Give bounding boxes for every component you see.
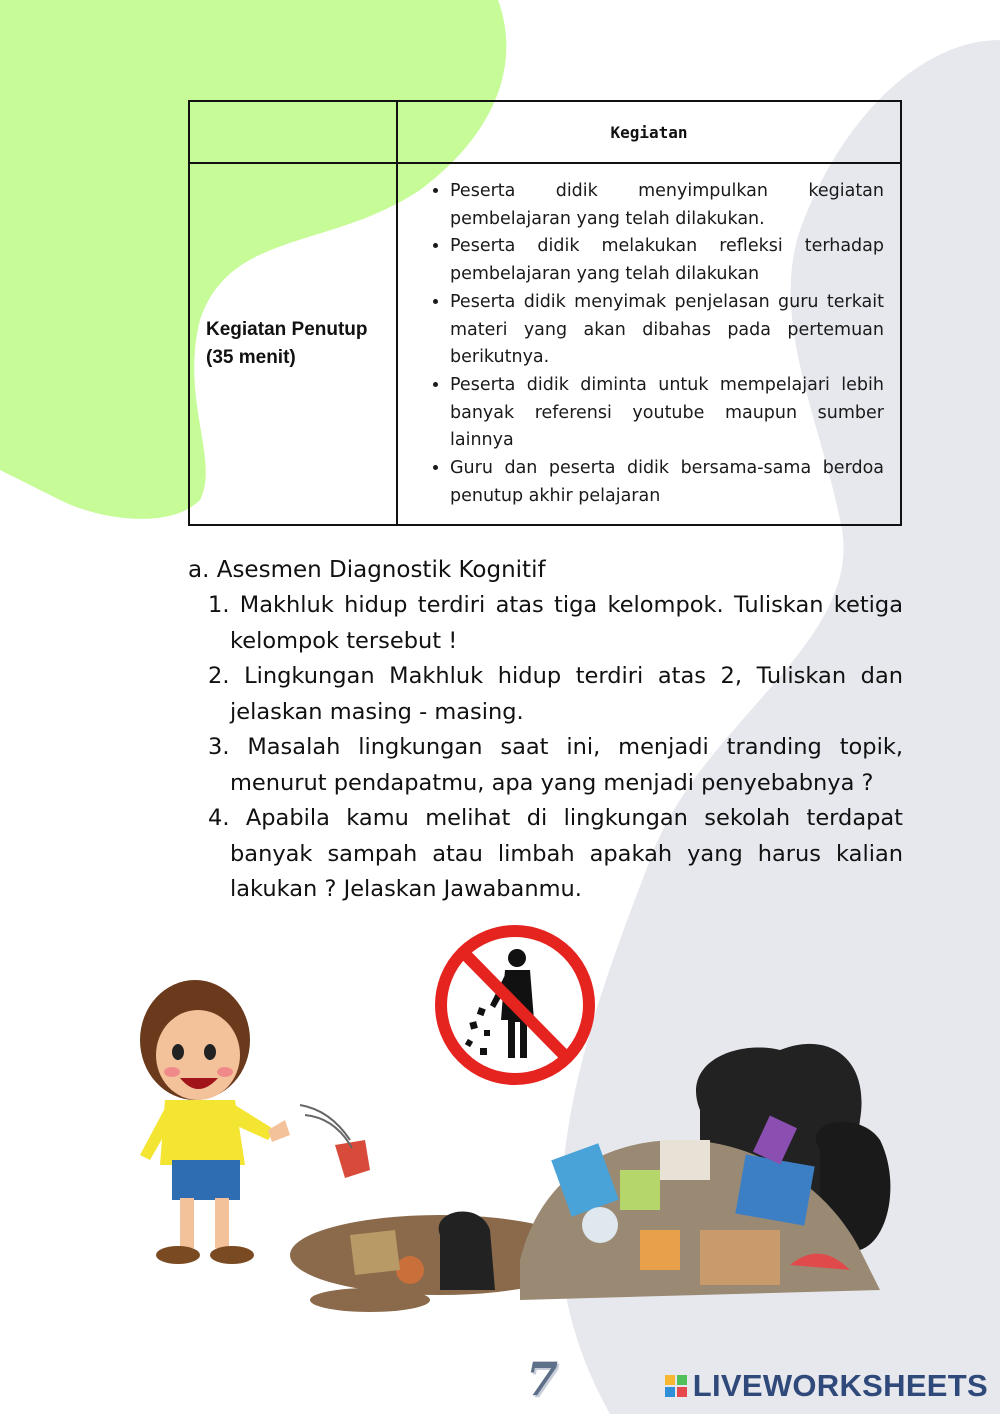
question-text: Masalah lingkungan saat ini, menjadi tranding topik, menurut pendapatmu, apa yang menjadi penyebabnya ? [230, 734, 903, 796]
no-littering-sign-icon [441, 931, 589, 1079]
littering-illustration [0, 920, 1000, 1340]
question-item [188, 588, 903, 659]
question-item [188, 730, 903, 801]
empty-header-cell [189, 101, 397, 163]
assessment-section [188, 552, 903, 908]
list-item: • Peserta didik diminta untuk mempelajari lebih banyak referensi youtube maupun sumber lainnya [450, 372, 884, 455]
question-list [188, 588, 903, 908]
activity-list-cell [397, 163, 901, 525]
logo-mark-icon [665, 1375, 687, 1397]
liveworksheets-logo [665, 1368, 988, 1404]
page-number: 7 [526, 1352, 559, 1406]
list-item: • Guru dan peserta didik bersama-sama berdoa penutup akhir pelajaran [450, 455, 884, 510]
question-text: Lingkungan Makhluk hidup terdiri atas 2, Tuliskan dan jelaskan masing - masing. [230, 663, 904, 725]
thrown-trash [335, 1140, 370, 1178]
question-text: Makhluk hidup terdiri atas tiga kelompok. Tuliskan ketiga kelompok tersebut ! [230, 592, 904, 654]
list-item: • Peserta didik menyimak penjelasan guru terkait materi yang akan dibahas pada pertemuan berikutnya. [450, 289, 884, 372]
activity-header: Kegiatan [397, 101, 901, 163]
activity-table [188, 100, 902, 526]
logo-text: LIVEWORKSHEETS [692, 1368, 988, 1403]
phase-label [189, 163, 397, 525]
phase-title: Kegiatan Penutup [206, 319, 368, 341]
phase-duration: (35 menit) [206, 347, 296, 369]
question-text: Apabila kamu melihat di lingkungan sekolah terdapat banyak sampah atau limbah apakah yang harus kalian lakukan ? Jelaskan Jawabanmu. [230, 805, 903, 902]
list-item: • Peserta didik melakukan refleksi terhadap pembelajaran yang telah dilakukan [450, 233, 884, 288]
assessment-heading: a. Asesmen Diagnostik Kognitif [188, 557, 546, 583]
table-header-row [189, 101, 901, 163]
question-number: 1. [208, 592, 230, 618]
activity-list [410, 178, 884, 510]
question-item [188, 659, 903, 730]
boy-character [140, 980, 290, 1264]
table-row [189, 163, 901, 525]
question-number: 2. [208, 663, 230, 689]
question-item [188, 801, 903, 908]
question-number: 4. [208, 805, 230, 831]
question-number: 3. [208, 734, 230, 760]
list-item: • Peserta didik menyimpulkan kegiatan pembelajaran yang telah dilakukan. [450, 178, 884, 233]
